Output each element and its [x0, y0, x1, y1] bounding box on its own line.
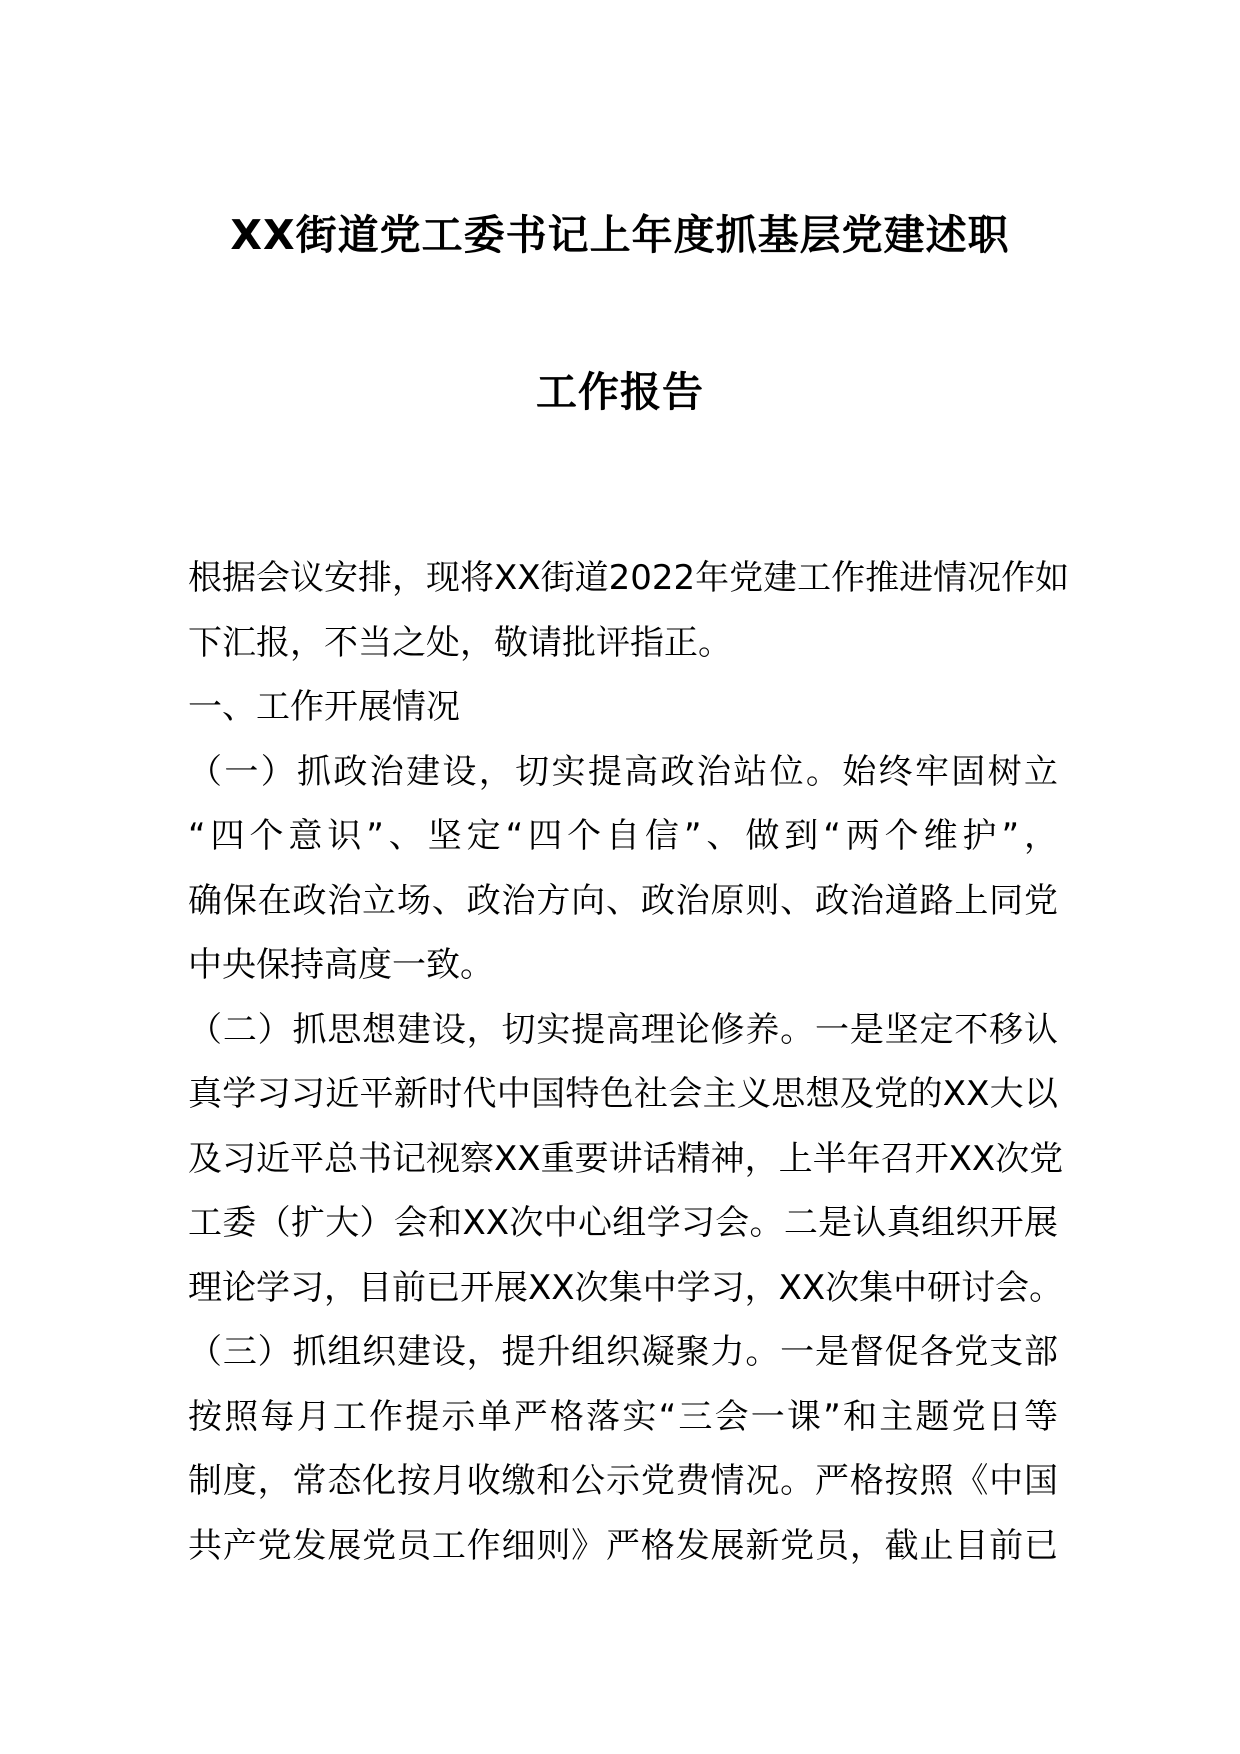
document-body	[188, 546, 1070, 1578]
body-line: 共产党发展党员工作细则》严格发展新党员，截止目前已	[188, 1525, 1058, 1566]
body-line: “四个意识”、坚定“四个自信”、做到“两个维护”，	[188, 816, 1058, 856]
body-line: 根据会议安排，现将XX街道2022年党建工作推进情况作如	[188, 558, 1070, 598]
body-line: 中央保持高度一致。	[188, 945, 494, 985]
body-line: 下汇报，不当之处，敬请批评指正。	[188, 622, 732, 663]
body-line: 制度，常态化按月收缴和公示党费情况。严格按照《中国	[188, 1461, 1058, 1501]
body-line: 理论学习，目前已开展XX次集中学习，XX次集中研讨会。	[188, 1267, 1064, 1308]
body-line: 按照每月工作提示单严格落实“三会一课”和主题党日等	[188, 1396, 1058, 1437]
body-line: 真学习习近平新时代中国特色社会主义思想及党的XX大以	[188, 1074, 1058, 1114]
body-line: （一）抓政治建设，切实提高政治站位。始终牢固树立	[188, 751, 1058, 792]
document-title-line-1: XX街道党工委书记上年度抓基层党建述职	[230, 211, 1010, 259]
body-line: 工委（扩大）会和XX次中心组学习会。二是认真组织开展	[188, 1203, 1058, 1243]
section-heading: 一、工作开展情况	[188, 687, 460, 727]
document-title-line-2: 工作报告	[536, 368, 704, 416]
body-line: （二）抓思想建设，切实提高理论修养。一是坚定不移认	[188, 1009, 1058, 1050]
body-line: 及习近平总书记视察XX重要讲话精神，上半年召开XX次党	[188, 1138, 1064, 1179]
body-line: （三）抓组织建设，提升组织凝聚力。一是督促各党支部	[188, 1332, 1058, 1372]
body-line: 确保在政治立场、政治方向、政治原则、政治道路上同党	[188, 880, 1058, 921]
